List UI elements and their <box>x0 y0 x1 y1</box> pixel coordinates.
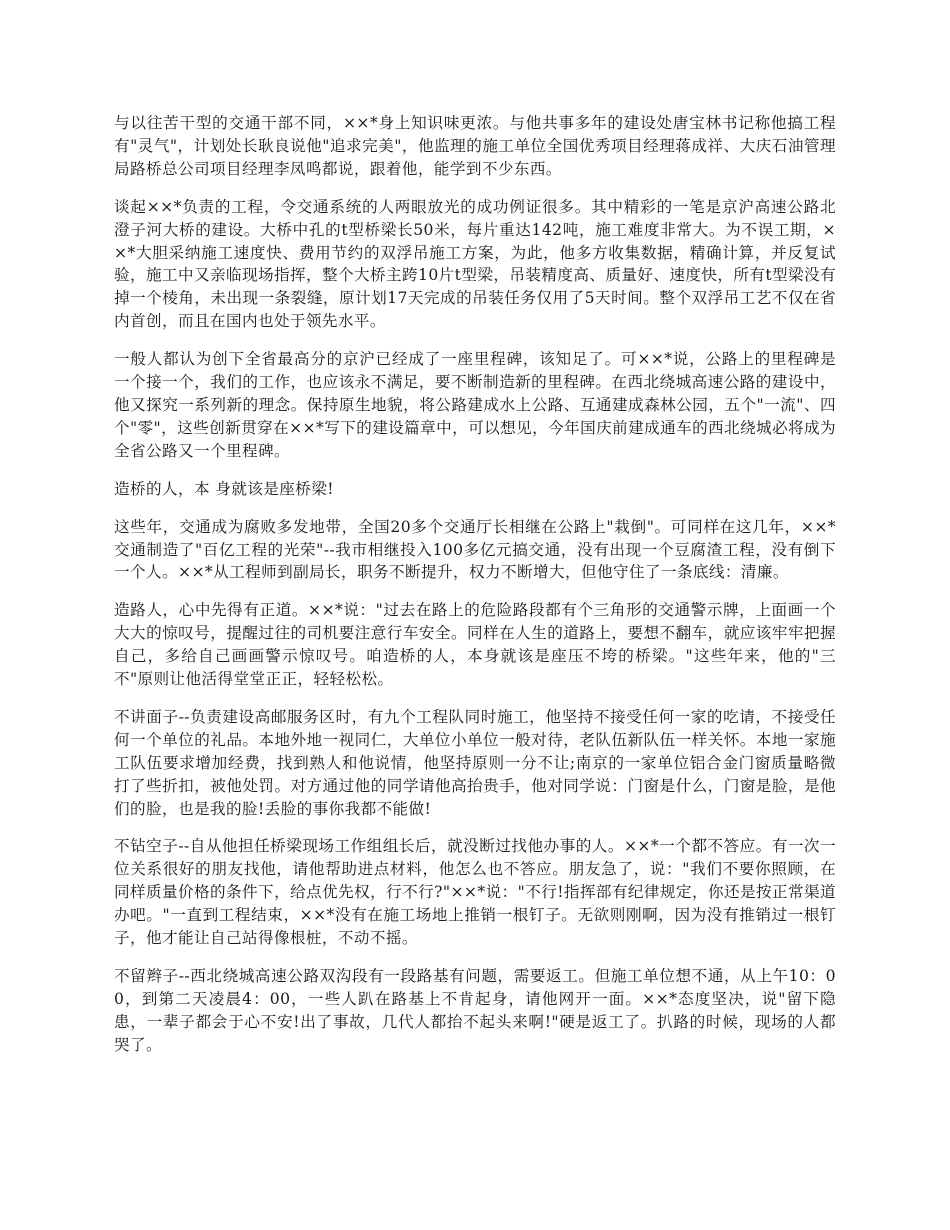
paragraph-heading-line: 造桥的人，本 身就该是座桥梁! <box>114 479 334 498</box>
document-body <box>114 112 836 1072</box>
paragraph: 与以往苦干型的交通干部不同，××*身上知识味更浓。与他共事多年的建设处唐宝林书记称他搞工程有"灵气"，计划处长耿良说他"追求完美"，他监理的施工单位全国优秀项目经理蒋成祥、大庆石油管理局路桥总公司项目经理李凤鸣都说，跟着他，能学到不少东西。 <box>114 114 836 178</box>
paragraph: 不讲面子--负责建设高邮服务区时，有九个工程队同时施工，他坚持不接受任何一家的吃请，不接受任何一个单位的礼品。本地外地一视同仁，大单位小单位一般对待，老队伍新队伍一样关怀。本地一家施工队伍要求增加经费，找到熟人和他说情，他坚持原则一分不让;南京的一家单位铝合金门窗质量略微打了些折扣，被他处罚。对方通过他的同学请他高抬贵手，他对同学说：门窗是什么，门窗是脸，是他们的脸，也是我的脸!丢脸的事你我都不能做! <box>114 707 836 818</box>
paragraph: 一般人都认为创下全省最高分的京沪已经成了一座里程碑，该知足了。可××*说，公路上的里程碑是一个接一个，我们的工作，也应该永不满足，要不断制造新的里程碑。在西北绕城高速公路的建设中，他又探究一系列新的理念。保持原生地貌，将公路建成水上公路、互通建成森林公园，五个"一流"、四个"零"，这些创新贯穿在××*写下的建设篇章中，可以想见，今年国庆前建成通车的西北绕城必将成为全省公路又一个里程碑。 <box>114 350 837 460</box>
paragraph: 不钻空子--自从他担任桥梁现场工作组组长后，就没断过找他办事的人。××*一个都不答应。有一次一位关系很好的朋友找他，请他帮助进点材料，他怎么也不答应。朋友急了，说："我们不要你照顾，在同样质量价格的条件下，给点优先权，行不行?"××*说："不行!指挥部有纪律规定，你还是按正常渠道办吧。"一直到工程结束，××*没有在施工场地上推销一根钉子。无欲则刚啊，因为没有推销过一根钉子，他才能让自己站得像根桩，不动不摇。 <box>114 837 836 948</box>
paragraph: 不留辫子--西北绕城高速公路双沟段有一段路基有问题，需要返工。但施工单位想不通，从上午10：00，到第二天凌晨4：00，一些人趴在路基上不肯起身，请他网开一面。××*态度坚决，说"留下隐患，一辈子都会于心不安!出了事故，几代人都抬不起头来啊!"硬是返工了。扒路的时候，现场的人都哭了。 <box>114 967 836 1054</box>
paragraph: 造路人，心中先得有正道。××*说："过去在路上的危险路段都有个三角形的交通警示牌，上面画一个大大的惊叹号，提醒过往的司机要注意行车安全。同样在人生的道路上，要想不翻车，就应该牢牢把握自己，多给自己画画警示惊叹号。咱造桥的人，本身就该是座压不垮的桥梁。"这些年来，他的"三不"原则让他活得堂堂正正，轻轻松松。 <box>114 601 836 689</box>
paragraph: 这些年，交通成为腐败多发地带，全国20多个交通厅长相继在公路上"栽倒"。可同样在这几年，××*交通制造了"百亿工程的光荣"--我市相继投入100多亿元搞交通，没有出现一个豆腐渣工程，没有倒下一个人。××*从工程师到副局长，职务不断提升，权力不断增大，但他守住了一条底线：清廉。 <box>114 517 836 582</box>
paragraph: 谈起××*负责的工程，令交通系统的人两眼放光的成功例证很多。其中精彩的一笔是京沪高速公路北澄子河大桥的建设。大桥中孔的t型桥梁长50米，每片重达142吨，施工难度非常大。为不误工期，××*大胆采纳施工速度快、费用节约的双浮吊施工方案，为此，他多方收集数据，精确计算，并反复试验，施工中又亲临现场指挥，整个大桥主跨10片t型梁，吊装精度高、质量好、速度快，所有t型梁没有掉一个棱角，未出现一条裂缝，原计划17天完成的吊装任务仅用了5天时间。整个双浮吊工艺不仅在省内首创，而且在国内也处于领先水平。 <box>114 197 836 331</box>
